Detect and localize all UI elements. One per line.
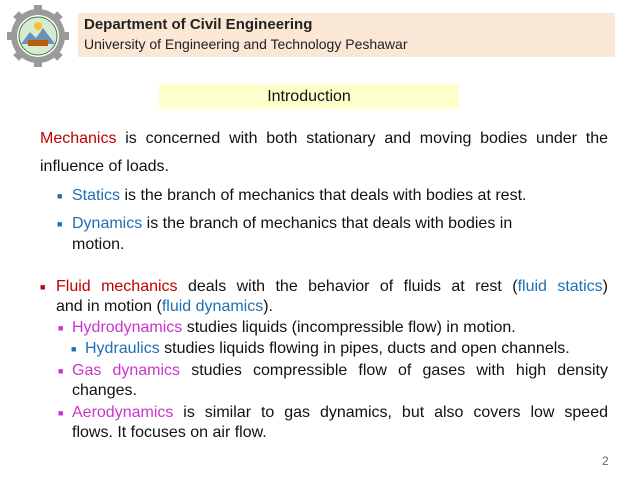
fluid-text-b: ) [602, 278, 608, 295]
fluid-text-d: ). [263, 298, 273, 315]
aerodynamics-term: Aerodynamics [72, 404, 174, 421]
square-bullet-icon: ■ [71, 344, 77, 354]
aerodynamics-line-2: flows. It focuses on air flow. [72, 424, 267, 441]
hydrodynamics-term: Hydrodynamics [72, 319, 183, 336]
fluid-mechanics-line-1 [56, 277, 608, 297]
fluid-text-c: and in motion ( [56, 298, 162, 315]
slide-title: Introduction [159, 84, 459, 109]
statics-text: is the branch of mechanics that deals with bodies at rest. [120, 187, 527, 204]
dynamics-item [72, 214, 512, 234]
dynamics-text: is the branch of mechanics that deals with bodies in [142, 215, 513, 232]
university-name: University of Engineering and Technology Peshawar [84, 36, 408, 52]
dynamics-term: Dynamics [72, 215, 143, 232]
aerodynamics-line-1 [72, 403, 608, 423]
department-name: Department of Civil Engineering [84, 16, 313, 33]
square-bullet-icon: ■ [57, 219, 63, 229]
gas-dynamics-line-1 [72, 361, 608, 381]
intro-line-2: influence of loads. [40, 158, 169, 175]
fluid-dynamics-term: fluid dynamics [161, 298, 264, 315]
square-bullet-icon: ■ [58, 366, 64, 376]
page-number: 2 [602, 454, 609, 468]
gas-dynamics-term: Gas dynamics [72, 362, 181, 379]
fluid-mechanics-term: Fluid mechanics [56, 278, 178, 295]
header-band [78, 13, 615, 57]
mechanics-term: Mechanics [40, 130, 117, 147]
hydrodynamics-text: studies liquids (incompressible flow) in motion. [182, 319, 516, 336]
intro-line-1 [40, 129, 608, 149]
intro-line-1-text: is concerned with both stationary and moving bodies under the [116, 130, 608, 147]
university-logo-icon [6, 4, 70, 68]
statics-item [72, 186, 526, 206]
square-bullet-icon: ■ [40, 282, 46, 292]
fluid-text-a: deals with the behavior of fluids at rest ( [177, 278, 518, 295]
fluid-mechanics-line-2 [56, 297, 273, 317]
hydraulics-item [85, 339, 570, 359]
hydrodynamics-item [72, 318, 516, 338]
statics-term: Statics [72, 187, 121, 204]
square-bullet-icon: ■ [58, 323, 64, 333]
square-bullet-icon: ■ [58, 408, 64, 418]
hydraulics-term: Hydraulics [85, 340, 160, 357]
dynamics-line-2: motion. [72, 236, 125, 253]
gas-dynamics-text: studies compressible flow of gases with high density [180, 362, 608, 379]
gas-dynamics-line-2: changes. [72, 382, 137, 399]
fluid-statics-term: fluid statics [517, 278, 603, 295]
square-bullet-icon: ■ [57, 191, 63, 201]
aerodynamics-text: is similar to gas dynamics, but also covers low speed [173, 404, 608, 421]
hydraulics-text: studies liquids flowing in pipes, ducts and open channels. [159, 340, 570, 357]
